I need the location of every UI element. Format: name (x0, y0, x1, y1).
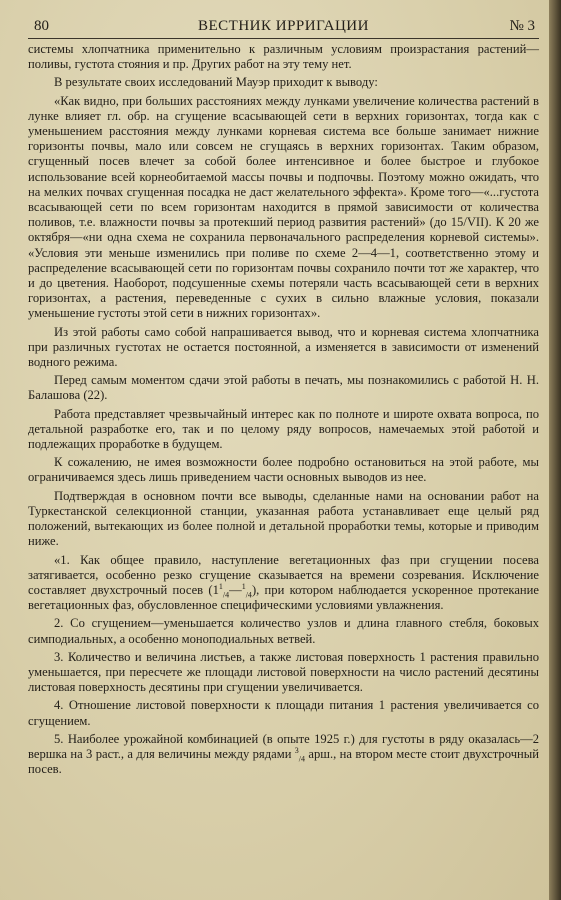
paragraph-point-3: 3. Количество и величина листьев, а также листовая поверхность 1 растения правильно уменьшается, при пересчете же площади листовой поверхности на число растений десятины листовая поверхность десятины при сгущении увеличивается. (28, 649, 539, 695)
point-5-text: 5. Наиболее урожайной комбинацией (в опыте 1925 г.) для густоты в ряду оказалась—2 вершка на 3 раст., а для величины между рядами (28, 731, 539, 761)
fraction-numerator: 1 (241, 581, 246, 591)
fraction-denominator: /4 (222, 590, 230, 600)
paragraph-conclusion-intro: В результате своих исследований Мауэр приходит к выводу: (54, 75, 378, 90)
paragraph-confirmation: Подтверждая в основном почти все выводы, сделанные нами на основании работ на Туркестанской селекционной станции, указанная работа устанавливает еще целый ряд положений, вытекающих из более полной и детальной проработки темы, которые и приводим ниже. (28, 488, 539, 549)
paragraph-continuation: системы хлопчатника применительно к различным условиям произрастания растений—поливы, густота стояния и пр. Других работ на эту тему нет. (28, 42, 539, 72)
running-header (28, 16, 539, 39)
paragraph-point-2: 2. Со сгущением—уменьшается количество узлов и длина главного стебля, боковых симподиальных, а особенно моноподиальных ветвей. (28, 616, 539, 646)
issue-number: № 3 (509, 18, 535, 34)
paragraph-regret: К сожалению, не имея возможности более подробно остановиться на этой работе, мы ограничиваемся здесь лишь приведением части основных выводов из нее. (28, 455, 539, 485)
point-5-text-end: арш., на втором месте стоит двухстрочный посев. (28, 746, 539, 777)
point-1-text-end: ), при котором наблюдается ускоренное протекание вегетационных фаз, обусловленное специфическими условиями увлажнения. (28, 582, 539, 613)
fraction-denominator: /4 (298, 754, 306, 764)
paragraph-point-5 (28, 732, 539, 778)
paragraph-interest: Работа представляет чрезвычайный интерес как по полноте и широте охвата вопроса, по детальной разработке его, так и по целому ряду вопросов, намечаемых этой работой и подлежащих проработке в будущем. (28, 406, 539, 452)
book-spine-shadow (549, 0, 561, 900)
body-text (28, 42, 539, 777)
paragraph-point-4: 4. Отношение листовой поверхности к площади питания 1 растения увеличивается со сгущением. (28, 698, 539, 728)
fraction-numerator: 3 (294, 745, 299, 755)
fraction-numerator: 1 (218, 581, 223, 591)
paragraph-root-system: Из этой работы само собой напрашивается вывод, что и корневая система хлопчатника при различных густотах не остается постоянной, а изменяется в зависимости от изменений водного режима. (28, 324, 539, 370)
page-number: 80 (34, 18, 49, 34)
paragraph-point-1 (28, 553, 539, 614)
point-1-dash: — (229, 582, 242, 597)
fraction-denominator: /4 (245, 590, 252, 600)
point-1-text: «1. Как общее правило, наступление вегетационных фаз при сгущении посева затягивается, особенно резко сгущение сказывается на времени созревания. Исключение составляет двухстрочный посев (1 (28, 552, 539, 597)
paragraph-balashov: Перед самым моментом сдачи этой работы в печать, мы познакомились с работой Н. Н. Балашова (22). (28, 373, 539, 403)
journal-title: ВЕСТНИК ИРРИГАЦИИ (198, 18, 369, 34)
paragraph-mauer-quote: «Как видно, при больших расстояниях между лунками увеличение количества растений в лунке влияет гл. обр. на сгущение всасывающей сети в верхних горизонтах, тогда как с уменьшением расстояния между лунками корневая система все больше занимает нижние горизонты почвы, мало или совсем не сгущаясь в верхних горизонтах. Таким образом, сгущенный посев влечет за собой более интенсивное и более быстрое и глубокое использование всей корнеобитаемой массы почвы и подпочвы. Поэтому можно ожидать, что на мелких почвах сгущенная посадка не даст желательного эффекта». Кроме того—«...густота всасывающей сети по всем горизонтам находится в прямой зависимости от количества поливов, т.е. влажности почвы за протекший период развития растений» (до 15/VII). К 20 же октября—«ни одна схема не сохранила первоначального распределения корневой системы». «Условия эти меньше изменились при поливе по схеме 2—4—1, соответственно этому и распределение всасывающей сети по горизонтам почвы сохранило почти тот же характер, что и до цветения. Наоборот, подсушенные схемы потеряли часть всасывающей сети в верхних горизонтах, а растения, переведенные с сухих в сильно влажные условия, показали уменьшение густоты этой сети в нижних горизонтах». (28, 93, 539, 321)
